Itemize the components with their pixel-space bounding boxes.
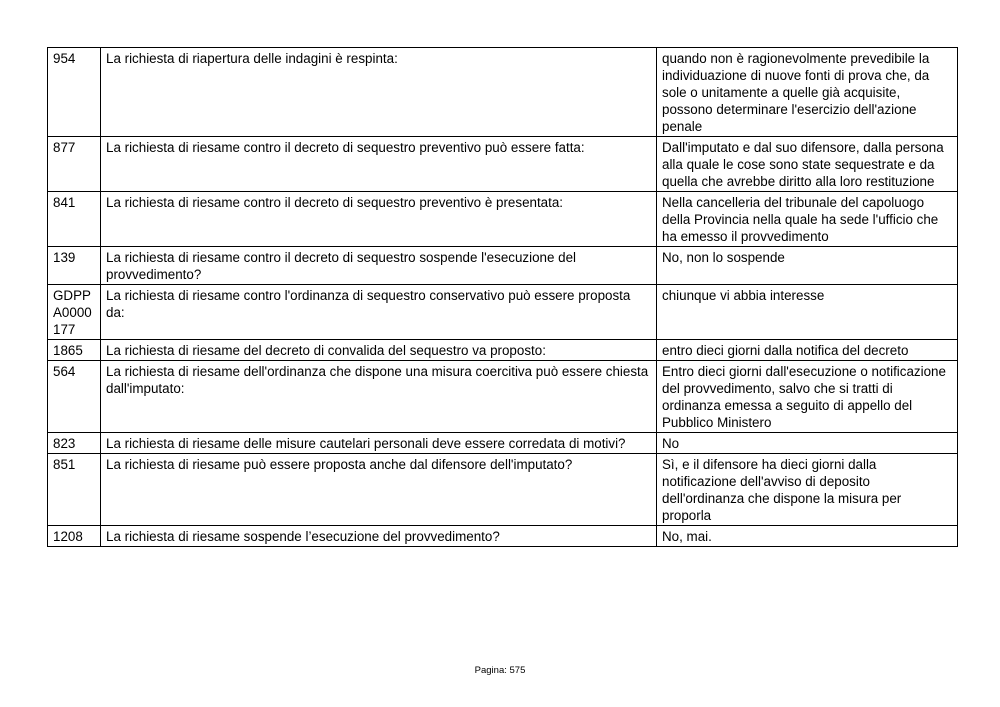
row-id: 841 [48, 192, 101, 247]
row-id: 564 [48, 361, 101, 433]
table-row [48, 361, 958, 433]
table-row [48, 526, 958, 547]
row-id: 139 [48, 247, 101, 285]
table-row [48, 137, 958, 192]
row-answer: Dall'imputato e dal suo difensore, dalla persona alla quale le cose sono state sequestrate e da quella che avrebbe diritto alla loro restituzione [657, 137, 958, 192]
row-question: La richiesta di riesame del decreto di convalida del sequestro va proposto: [101, 340, 657, 361]
row-answer: No, mai. [657, 526, 958, 547]
row-answer: quando non è ragionevolmente prevedibile la individuazione di nuove fonti di prova che, da sole o unitamente a quelle già acquisite, possono determinare l'esercizio dell'azione penale [657, 48, 958, 137]
row-question: La richiesta di riesame contro l'ordinanza di sequestro conservativo può essere proposta da: [101, 285, 657, 340]
row-question: La richiesta di riesame delle misure cautelari personali deve essere corredata di motivi? [101, 433, 657, 454]
row-id: 877 [48, 137, 101, 192]
row-id: GDPPA0000177 [48, 285, 101, 340]
row-answer: chiunque vi abbia interesse [657, 285, 958, 340]
table-row [48, 340, 958, 361]
page-number: Pagina: 575 [474, 665, 526, 676]
row-id: 1865 [48, 340, 101, 361]
row-question: La richiesta di riesame può essere proposta anche dal difensore dell'imputato? [101, 454, 657, 526]
row-answer: Entro dieci giorni dall'esecuzione o notificazione del provvedimento, salvo che si tratti di ordinanza emessa a seguito di appello del Pubblico Ministero [657, 361, 958, 433]
row-answer: Sì, e il difensore ha dieci giorni dalla notificazione dell'avviso di deposito dell'ordinanza che dispone la misura per proporla [657, 454, 958, 526]
row-answer: No, non lo sospende [657, 247, 958, 285]
row-question: La richiesta di riapertura delle indagini è respinta: [101, 48, 657, 137]
row-id: 851 [48, 454, 101, 526]
row-question: La richiesta di riesame contro il decreto di sequestro preventivo è presentata: [101, 192, 657, 247]
table-row [48, 247, 958, 285]
row-question: La richiesta di riesame sospende l’esecuzione del provvedimento? [101, 526, 657, 547]
question-table [47, 47, 958, 547]
row-id: 823 [48, 433, 101, 454]
table-row [48, 454, 958, 526]
row-question: La richiesta di riesame contro il decreto di sequestro preventivo può essere fatta: [101, 137, 657, 192]
table-row [48, 433, 958, 454]
table-row [48, 285, 958, 340]
row-answer: entro dieci giorni dalla notifica del decreto [657, 340, 958, 361]
row-question: La richiesta di riesame dell'ordinanza che dispone una misura coercitiva può essere chiesta dall'imputato: [101, 361, 657, 433]
row-question: La richiesta di riesame contro il decreto di sequestro sospende l'esecuzione del provvedimento? [101, 247, 657, 285]
row-id: 954 [48, 48, 101, 137]
row-answer: No [657, 433, 958, 454]
table-row [48, 48, 958, 137]
row-answer: Nella cancelleria del tribunale del capoluogo della Provincia nella quale ha sede l'ufficio che ha emesso il provvedimento [657, 192, 958, 247]
row-id: 1208 [48, 526, 101, 547]
table-row [48, 192, 958, 247]
